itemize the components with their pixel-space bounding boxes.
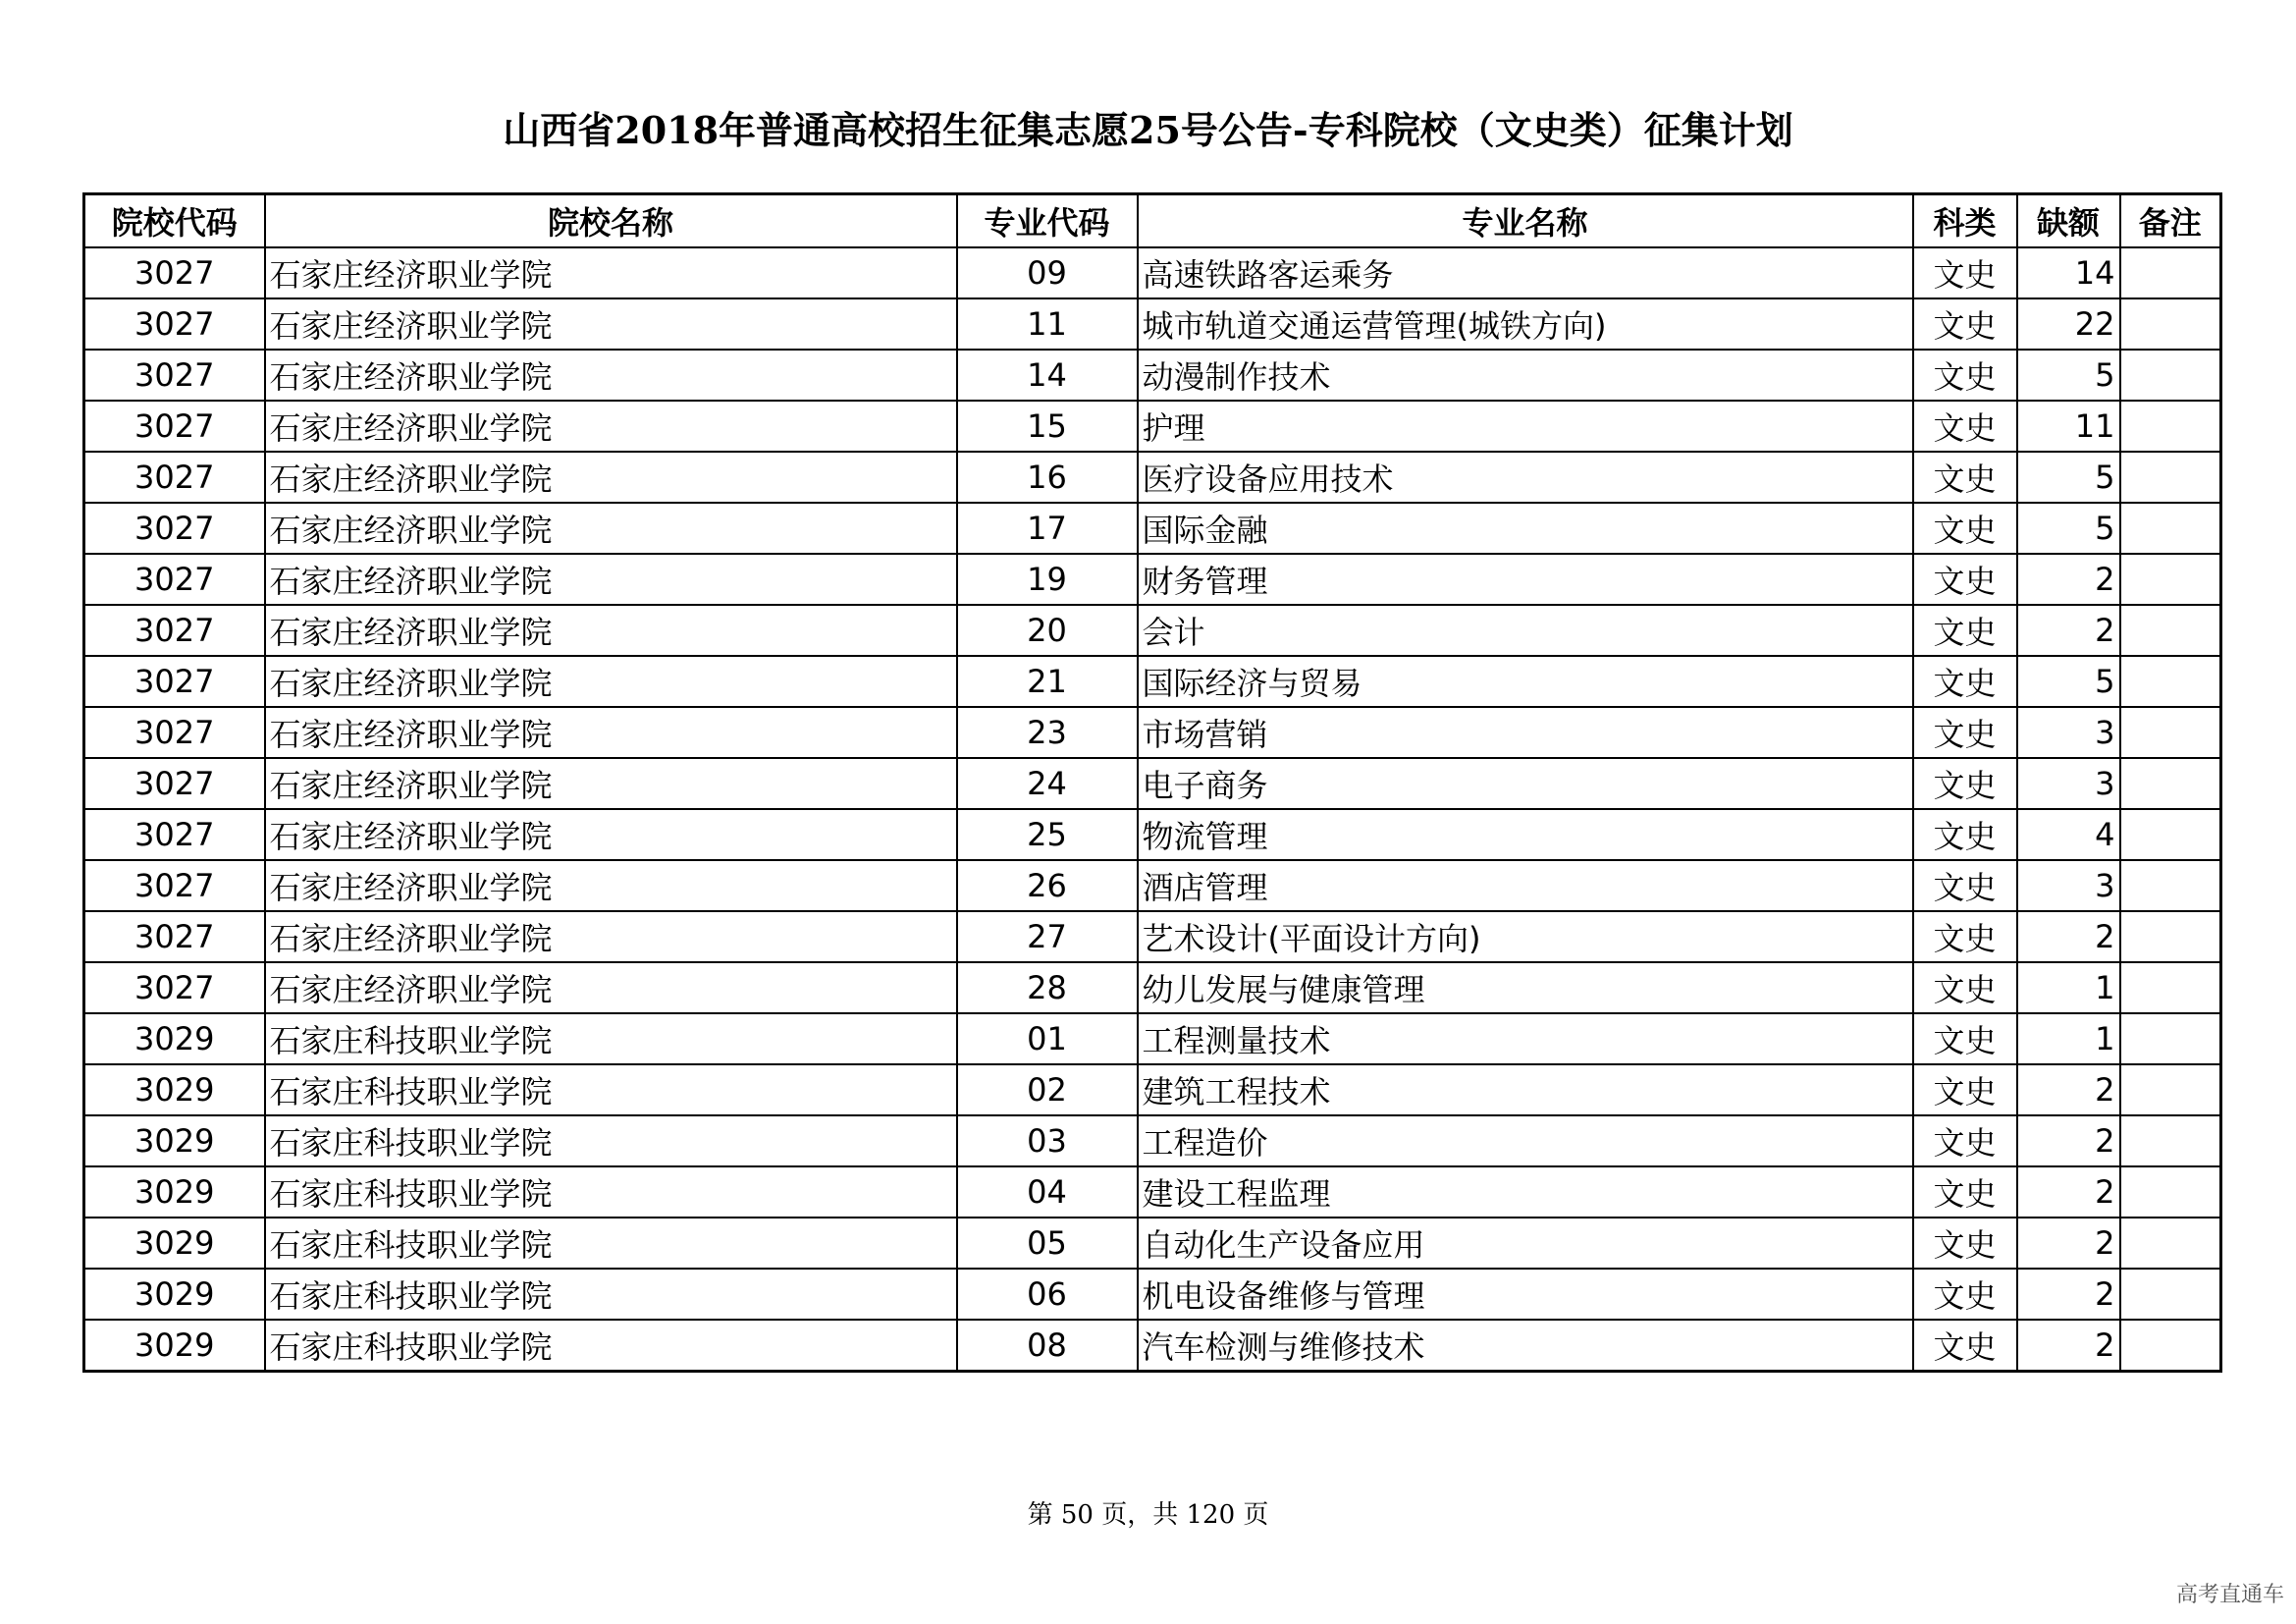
major-code-cell: 24 xyxy=(957,758,1138,809)
major-code-cell: 27 xyxy=(957,911,1138,962)
vacancy-cell: 2 xyxy=(2017,1064,2120,1115)
major-code-cell: 20 xyxy=(957,605,1138,656)
table-row xyxy=(84,1064,2221,1115)
header-category: 科类 xyxy=(1913,194,2017,248)
school-code-cell: 3027 xyxy=(84,911,265,962)
category-cell: 文史 xyxy=(1913,656,2017,707)
school-name-cell: 石家庄经济职业学院 xyxy=(265,605,957,656)
vacancy-cell: 5 xyxy=(2017,503,2120,554)
header-remarks: 备注 xyxy=(2120,194,2221,248)
remarks-cell xyxy=(2120,350,2221,401)
major-name-cell: 艺术设计(平面设计方向) xyxy=(1138,911,1913,962)
major-code-cell: 05 xyxy=(957,1218,1138,1269)
category-cell: 文史 xyxy=(1913,809,2017,860)
school-code-cell: 3027 xyxy=(84,503,265,554)
category-cell: 文史 xyxy=(1913,758,2017,809)
major-code-cell: 11 xyxy=(957,298,1138,350)
remarks-cell xyxy=(2120,1166,2221,1218)
remarks-cell xyxy=(2120,1115,2221,1166)
category-cell: 文史 xyxy=(1913,860,2017,911)
major-name-cell: 机电设备维修与管理 xyxy=(1138,1269,1913,1320)
school-name-cell: 石家庄科技职业学院 xyxy=(265,1320,957,1372)
vacancy-cell: 1 xyxy=(2017,1013,2120,1064)
remarks-cell xyxy=(2120,298,2221,350)
category-cell: 文史 xyxy=(1913,707,2017,758)
table-row xyxy=(84,911,2221,962)
school-name-cell: 石家庄科技职业学院 xyxy=(265,1218,957,1269)
school-code-cell: 3027 xyxy=(84,350,265,401)
major-code-cell: 08 xyxy=(957,1320,1138,1372)
major-code-cell: 19 xyxy=(957,554,1138,605)
category-cell: 文史 xyxy=(1913,1218,2017,1269)
table-header-row xyxy=(84,194,2221,248)
vacancy-cell: 2 xyxy=(2017,1115,2120,1166)
school-name-cell: 石家庄科技职业学院 xyxy=(265,1064,957,1115)
category-cell: 文史 xyxy=(1913,1320,2017,1372)
category-cell: 文史 xyxy=(1913,247,2017,298)
school-code-cell: 3027 xyxy=(84,452,265,503)
table-row xyxy=(84,1269,2221,1320)
major-code-cell: 09 xyxy=(957,247,1138,298)
major-name-cell: 电子商务 xyxy=(1138,758,1913,809)
table-row xyxy=(84,1320,2221,1372)
school-name-cell: 石家庄科技职业学院 xyxy=(265,1269,957,1320)
major-name-cell: 建设工程监理 xyxy=(1138,1166,1913,1218)
remarks-cell xyxy=(2120,1064,2221,1115)
remarks-cell xyxy=(2120,911,2221,962)
school-name-cell: 石家庄经济职业学院 xyxy=(265,298,957,350)
vacancy-cell: 1 xyxy=(2017,962,2120,1013)
table-row xyxy=(84,758,2221,809)
vacancy-cell: 2 xyxy=(2017,1218,2120,1269)
school-code-cell: 3027 xyxy=(84,707,265,758)
table-row xyxy=(84,962,2221,1013)
school-name-cell: 石家庄经济职业学院 xyxy=(265,809,957,860)
school-code-cell: 3027 xyxy=(84,656,265,707)
table-row xyxy=(84,860,2221,911)
page-number: 第 50 页，共 120 页 xyxy=(1027,1500,1269,1530)
major-code-cell: 21 xyxy=(957,656,1138,707)
vacancy-cell: 2 xyxy=(2017,1320,2120,1372)
remarks-cell xyxy=(2120,707,2221,758)
remarks-cell xyxy=(2120,247,2221,298)
remarks-cell xyxy=(2120,1269,2221,1320)
major-name-cell: 财务管理 xyxy=(1138,554,1913,605)
header-school-name: 院校名称 xyxy=(265,194,957,248)
header-major-name: 专业名称 xyxy=(1138,194,1913,248)
remarks-cell xyxy=(2120,1320,2221,1372)
major-code-cell: 23 xyxy=(957,707,1138,758)
vacancy-cell: 3 xyxy=(2017,758,2120,809)
school-name-cell: 石家庄经济职业学院 xyxy=(265,962,957,1013)
major-code-cell: 16 xyxy=(957,452,1138,503)
major-code-cell: 25 xyxy=(957,809,1138,860)
school-code-cell: 3027 xyxy=(84,298,265,350)
table-row xyxy=(84,1013,2221,1064)
school-name-cell: 石家庄经济职业学院 xyxy=(265,707,957,758)
school-code-cell: 3029 xyxy=(84,1166,265,1218)
major-name-cell: 城市轨道交通运营管理(城铁方向) xyxy=(1138,298,1913,350)
remarks-cell xyxy=(2120,1013,2221,1064)
school-name-cell: 石家庄经济职业学院 xyxy=(265,247,957,298)
school-code-cell: 3027 xyxy=(84,860,265,911)
table-row xyxy=(84,1166,2221,1218)
vacancy-cell: 3 xyxy=(2017,707,2120,758)
vacancy-cell: 11 xyxy=(2017,401,2120,452)
major-name-cell: 建筑工程技术 xyxy=(1138,1064,1913,1115)
school-name-cell: 石家庄经济职业学院 xyxy=(265,350,957,401)
major-code-cell: 14 xyxy=(957,350,1138,401)
enrollment-plan-table xyxy=(82,192,2222,1373)
category-cell: 文史 xyxy=(1913,350,2017,401)
category-cell: 文史 xyxy=(1913,605,2017,656)
remarks-cell xyxy=(2120,503,2221,554)
major-code-cell: 26 xyxy=(957,860,1138,911)
table-row xyxy=(84,350,2221,401)
school-code-cell: 3029 xyxy=(84,1115,265,1166)
vacancy-cell: 14 xyxy=(2017,247,2120,298)
major-name-cell: 工程测量技术 xyxy=(1138,1013,1913,1064)
school-name-cell: 石家庄经济职业学院 xyxy=(265,452,957,503)
vacancy-cell: 5 xyxy=(2017,452,2120,503)
watermark: 高考直通车 xyxy=(2175,1583,2284,1607)
school-code-cell: 3027 xyxy=(84,401,265,452)
school-name-cell: 石家庄经济职业学院 xyxy=(265,656,957,707)
remarks-cell xyxy=(2120,401,2221,452)
vacancy-cell: 2 xyxy=(2017,1166,2120,1218)
school-code-cell: 3027 xyxy=(84,554,265,605)
major-name-cell: 酒店管理 xyxy=(1138,860,1913,911)
header-school-code: 院校代码 xyxy=(84,194,265,248)
table-row xyxy=(84,605,2221,656)
table-row xyxy=(84,1115,2221,1166)
school-name-cell: 石家庄经济职业学院 xyxy=(265,554,957,605)
school-code-cell: 3029 xyxy=(84,1013,265,1064)
major-code-cell: 02 xyxy=(957,1064,1138,1115)
category-cell: 文史 xyxy=(1913,1013,2017,1064)
table-row xyxy=(84,707,2221,758)
vacancy-cell: 22 xyxy=(2017,298,2120,350)
remarks-cell xyxy=(2120,452,2221,503)
major-code-cell: 04 xyxy=(957,1166,1138,1218)
table-row xyxy=(84,298,2221,350)
major-name-cell: 护理 xyxy=(1138,401,1913,452)
vacancy-cell: 5 xyxy=(2017,656,2120,707)
vacancy-cell: 2 xyxy=(2017,1269,2120,1320)
category-cell: 文史 xyxy=(1913,401,2017,452)
vacancy-cell: 2 xyxy=(2017,605,2120,656)
category-cell: 文史 xyxy=(1913,298,2017,350)
major-name-cell: 汽车检测与维修技术 xyxy=(1138,1320,1913,1372)
school-code-cell: 3029 xyxy=(84,1269,265,1320)
major-code-cell: 03 xyxy=(957,1115,1138,1166)
major-code-cell: 06 xyxy=(957,1269,1138,1320)
table-row xyxy=(84,247,2221,298)
table-row xyxy=(84,503,2221,554)
school-code-cell: 3027 xyxy=(84,247,265,298)
remarks-cell xyxy=(2120,758,2221,809)
vacancy-cell: 5 xyxy=(2017,350,2120,401)
category-cell: 文史 xyxy=(1913,554,2017,605)
remarks-cell xyxy=(2120,962,2221,1013)
major-code-cell: 15 xyxy=(957,401,1138,452)
major-code-cell: 01 xyxy=(957,1013,1138,1064)
category-cell: 文史 xyxy=(1913,1269,2017,1320)
major-name-cell: 国际金融 xyxy=(1138,503,1913,554)
table-row xyxy=(84,554,2221,605)
school-name-cell: 石家庄经济职业学院 xyxy=(265,401,957,452)
category-cell: 文史 xyxy=(1913,452,2017,503)
major-code-cell: 17 xyxy=(957,503,1138,554)
school-name-cell: 石家庄科技职业学院 xyxy=(265,1115,957,1166)
school-code-cell: 3029 xyxy=(84,1218,265,1269)
school-code-cell: 3027 xyxy=(84,758,265,809)
school-code-cell: 3027 xyxy=(84,605,265,656)
header-major-code: 专业代码 xyxy=(957,194,1138,248)
category-cell: 文史 xyxy=(1913,1115,2017,1166)
school-name-cell: 石家庄科技职业学院 xyxy=(265,1166,957,1218)
major-code-cell: 28 xyxy=(957,962,1138,1013)
school-name-cell: 石家庄科技职业学院 xyxy=(265,1013,957,1064)
school-name-cell: 石家庄经济职业学院 xyxy=(265,503,957,554)
category-cell: 文史 xyxy=(1913,503,2017,554)
table-body xyxy=(84,247,2221,1372)
school-name-cell: 石家庄经济职业学院 xyxy=(265,911,957,962)
school-name-cell: 石家庄经济职业学院 xyxy=(265,860,957,911)
remarks-cell xyxy=(2120,656,2221,707)
school-name-cell: 石家庄经济职业学院 xyxy=(265,758,957,809)
major-name-cell: 高速铁路客运乘务 xyxy=(1138,247,1913,298)
major-name-cell: 物流管理 xyxy=(1138,809,1913,860)
remarks-cell xyxy=(2120,860,2221,911)
school-code-cell: 3029 xyxy=(84,1320,265,1372)
remarks-cell xyxy=(2120,809,2221,860)
school-code-cell: 3029 xyxy=(84,1064,265,1115)
school-code-cell: 3027 xyxy=(84,809,265,860)
school-code-cell: 3027 xyxy=(84,962,265,1013)
page-title: 山西省2018年普通高校招生征集志愿25号公告-专科院校（文史类）征集计划 xyxy=(503,108,1793,152)
major-name-cell: 医疗设备应用技术 xyxy=(1138,452,1913,503)
major-name-cell: 国际经济与贸易 xyxy=(1138,656,1913,707)
vacancy-cell: 4 xyxy=(2017,809,2120,860)
vacancy-cell: 2 xyxy=(2017,911,2120,962)
major-name-cell: 工程造价 xyxy=(1138,1115,1913,1166)
category-cell: 文史 xyxy=(1913,1064,2017,1115)
major-name-cell: 自动化生产设备应用 xyxy=(1138,1218,1913,1269)
vacancy-cell: 3 xyxy=(2017,860,2120,911)
category-cell: 文史 xyxy=(1913,1166,2017,1218)
vacancy-cell: 2 xyxy=(2017,554,2120,605)
major-name-cell: 动漫制作技术 xyxy=(1138,350,1913,401)
major-name-cell: 幼儿发展与健康管理 xyxy=(1138,962,1913,1013)
table-row xyxy=(84,656,2221,707)
major-name-cell: 会计 xyxy=(1138,605,1913,656)
major-name-cell: 市场营销 xyxy=(1138,707,1913,758)
category-cell: 文史 xyxy=(1913,911,2017,962)
remarks-cell xyxy=(2120,605,2221,656)
header-vacancy: 缺额 xyxy=(2017,194,2120,248)
table-row xyxy=(84,1218,2221,1269)
category-cell: 文史 xyxy=(1913,962,2017,1013)
table-row xyxy=(84,809,2221,860)
remarks-cell xyxy=(2120,554,2221,605)
remarks-cell xyxy=(2120,1218,2221,1269)
table-row xyxy=(84,401,2221,452)
table-row xyxy=(84,452,2221,503)
